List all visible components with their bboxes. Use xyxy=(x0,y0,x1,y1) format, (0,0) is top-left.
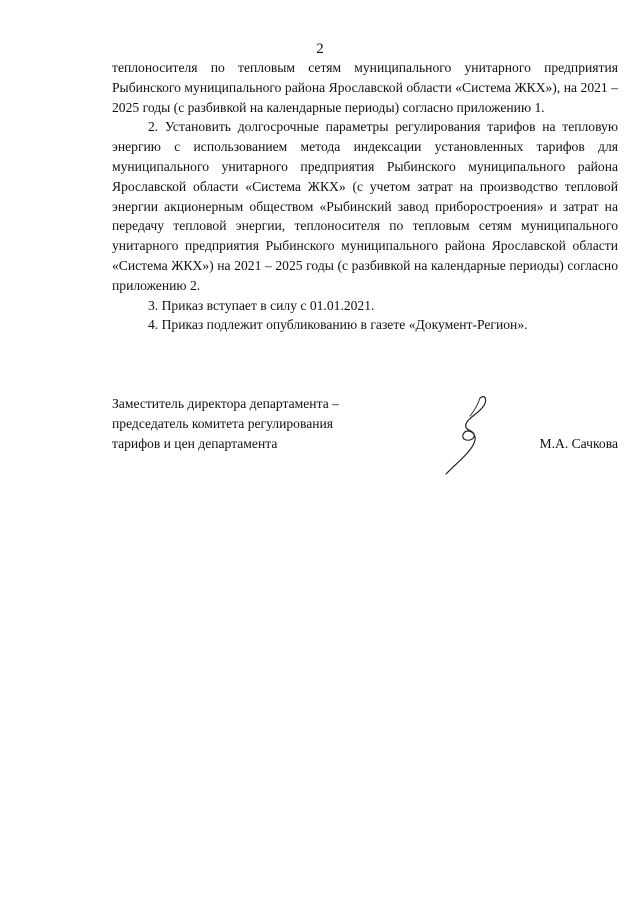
signatory-title xyxy=(112,394,392,453)
signatory-title-line: тарифов и цен департамента xyxy=(112,435,278,451)
document-body xyxy=(112,58,618,335)
signature-block xyxy=(112,394,618,484)
paragraph-item-4: 4. Приказ подлежит опубликованию в газете «Документ-Регион». xyxy=(148,317,528,333)
paragraph-item-2: 2. Установить долгосрочные параметры регулирования тарифов на тепловую энергию с использованием метода индексации установленных тарифов для муниципального унитарного предприятия Рыбинского муниципального района Ярославской области «Система ЖКХ» (с учетом затрат на производство тепловой энергии акционерным обществом «Рыбинский завод приборостроения» и затрат на передачу тепловой энергии, теплоносителя по тепловым сетям муниципального унитарного предприятия Рыбинского муниципального района Ярославской области «Система ЖКХ») на 2021 – 2025 годы (с разбивкой на календарные периоды) согласно приложению 2. xyxy=(112,119,618,293)
paragraph-item-3: 3. Приказ вступает в силу с 01.01.2021. xyxy=(148,297,375,313)
signatory-title-line: председатель комитета регулирования xyxy=(112,415,334,431)
paragraph-continuation: теплоносителя по тепловым сетям муниципального унитарного предприятия Рыбинского муниципального района Ярославской области «Система ЖКХ»), на 2021 – 2025 годы (с разбивкой на календарные периоды) согласно приложению 1. xyxy=(112,60,618,115)
handwritten-signature xyxy=(442,394,502,476)
signatory-title-line: Заместитель директора департамента – xyxy=(112,396,339,411)
signatory-name: М.А. Сачкова xyxy=(539,435,618,451)
page-number: 2 xyxy=(316,41,324,57)
